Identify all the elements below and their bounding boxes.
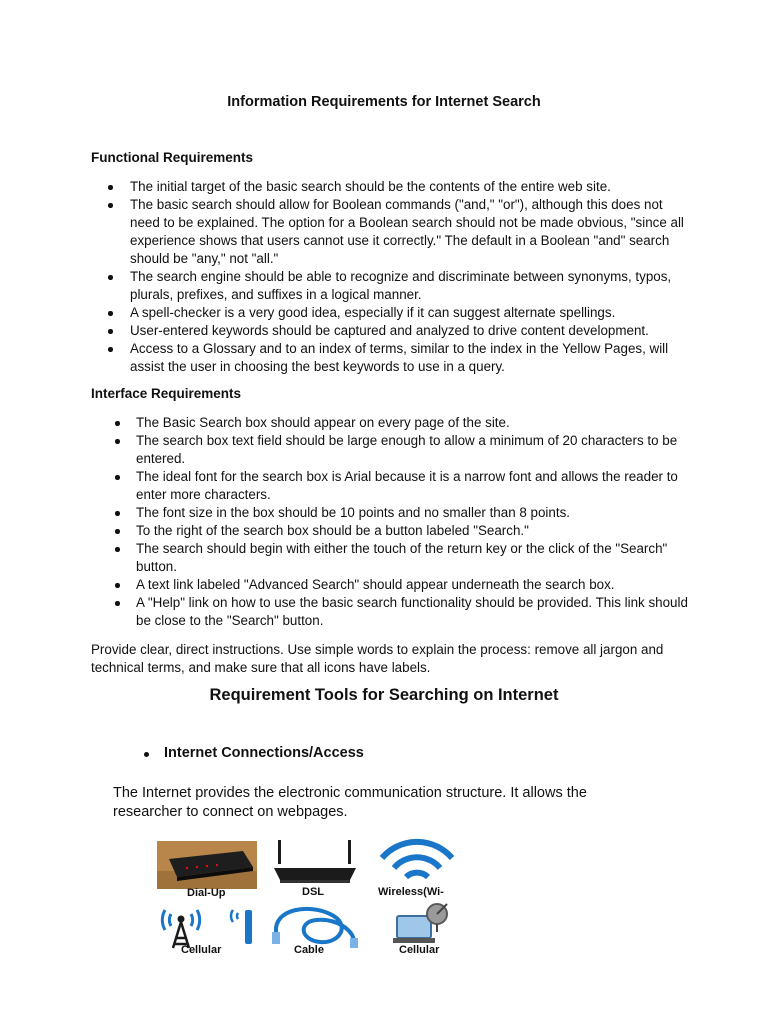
list-item: The search engine should be able to recognize and discriminate between synonyms, typos, plurals, prefixes, and suffixes in a logical manner. <box>130 268 690 304</box>
list-item: A text link labeled "Advanced Search" should appear underneath the search box. <box>136 576 696 594</box>
cellular-caption: Cellular <box>181 944 222 956</box>
list-item: The basic search should allow for Boolean commands ("and," "or"), although this does not need to be explained. The option for a Boolean search should not be made obvious, "since all experience shows that users cannot use it correctly." The default in a Boolean "and" search should be "any," not "all." <box>130 196 690 268</box>
list-item: User-entered keywords should be captured and analyzed to drive content development. <box>130 322 690 340</box>
document-title: Information Requirements for Internet Search <box>227 94 541 110</box>
list-item: The search box text field should be large enough to allow a minimum of 20 characters to be entered. <box>136 432 696 468</box>
connections-figure <box>157 838 495 972</box>
cellular-tower-icon <box>157 902 205 950</box>
list-item: A "Help" link on how to use the basic search functionality should be provided. This link should be close to the "Search" button. <box>136 594 696 630</box>
list-item: The search should begin with either the touch of the return key or the click of the "Search" button. <box>136 540 696 576</box>
list-item: The ideal font for the search box is Arial because it is a narrow font and allows the reader to enter more characters. <box>136 468 696 504</box>
functional-requirements-list <box>130 178 690 376</box>
section-bullet: Internet Connections/Access <box>164 745 364 761</box>
wireless-caption: Wireless(Wi- <box>378 886 444 898</box>
cable-image <box>270 902 360 948</box>
bullet-dot <box>144 752 149 757</box>
dial-up-modem-image <box>157 841 257 889</box>
list-item: Access to a Glossary and to an index of terms, similar to the index in the Yellow Pages, will assist the user in choosing the best keywords to use in a query. <box>130 340 690 376</box>
section-title: Requirement Tools for Searching on Internet <box>209 686 559 704</box>
dsl-caption: DSL <box>302 886 324 898</box>
dial-up-caption: Dial-Up <box>187 887 226 899</box>
list-item: The initial target of the basic search should be the contents of the entire web site. <box>130 178 690 196</box>
cable-caption: Cable <box>294 944 324 956</box>
wireless-icon <box>372 838 462 886</box>
section-paragraph: The Internet provides the electronic communication structure. It allows the researcher to connect on webpages. <box>113 785 587 820</box>
closing-paragraph: Provide clear, direct instructions. Use simple words to explain the process: remove all jargon and technical terms, and make sure that all icons have labels. <box>91 642 664 675</box>
functional-requirements-heading: Functional Requirements <box>91 150 254 165</box>
list-item: To the right of the search box should be a button labeled "Search." <box>136 522 696 540</box>
cellular-caption-2: Cellular <box>399 944 440 956</box>
interface-requirements-heading: Interface Requirements <box>91 386 242 401</box>
list-item: The Basic Search box should appear on every page of the site. <box>136 414 696 432</box>
list-item: A spell-checker is a very good idea, especially if it can suggest alternate spellings. <box>130 304 690 322</box>
dsl-router-image <box>270 838 360 886</box>
interface-requirements-list <box>136 414 696 630</box>
mobile-signal-icon <box>229 906 257 946</box>
list-item: The font size in the box should be 10 points and no smaller than 8 points. <box>136 504 696 522</box>
satellite-laptop-image <box>393 902 453 948</box>
